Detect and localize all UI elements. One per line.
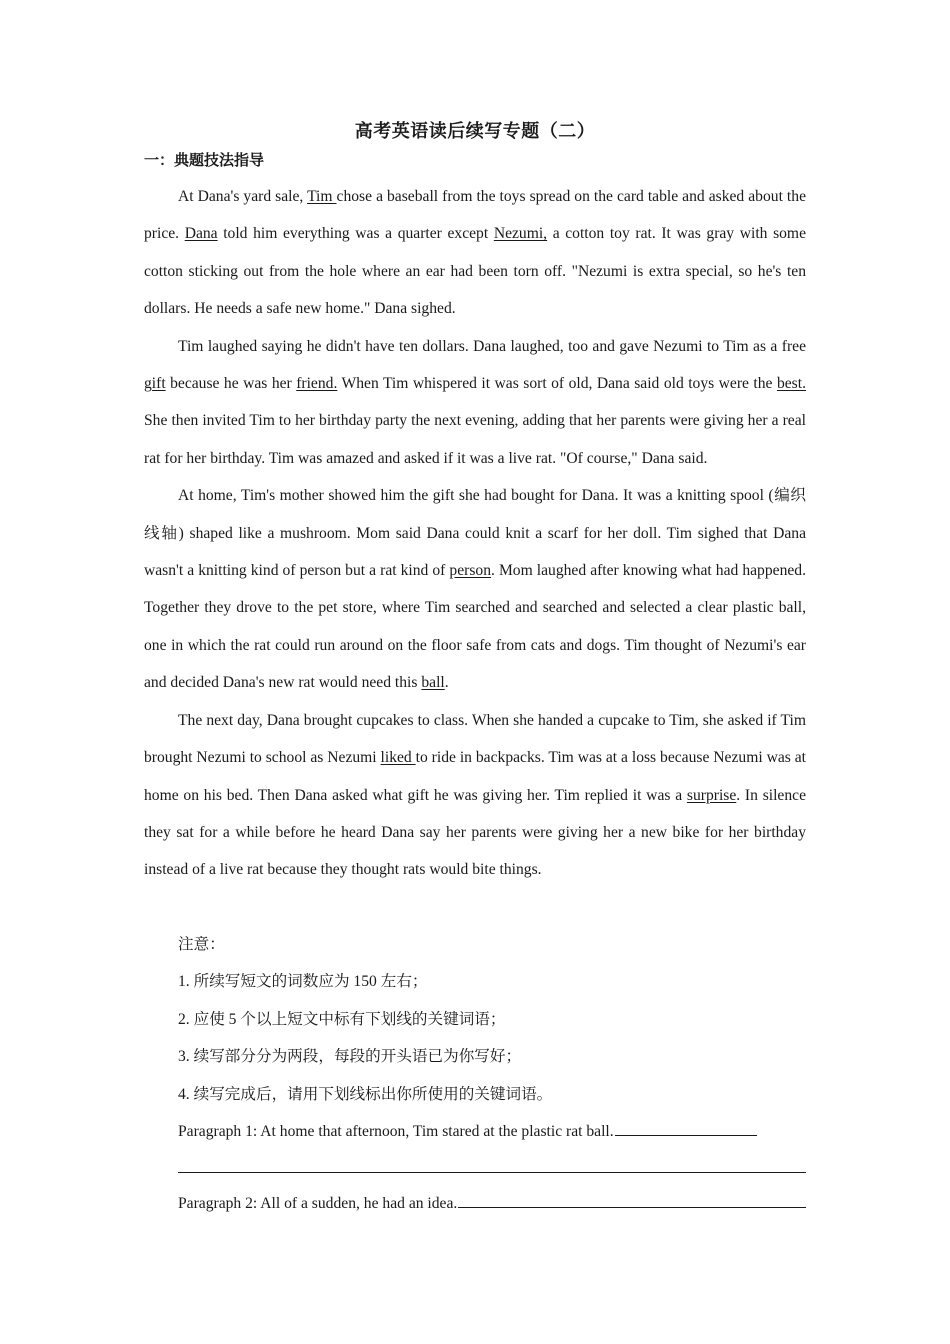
text-run: At Dana's yard sale, bbox=[178, 188, 308, 205]
passage-paragraph-1 bbox=[144, 178, 806, 328]
passage-paragraph-4 bbox=[144, 702, 806, 889]
section-heading: 一：典题技法指导 bbox=[144, 153, 265, 169]
text-run: told him everything was a quarter except bbox=[217, 225, 494, 243]
text-run: chose a baseball from the toys spread on the card table and asked about the price. bbox=[144, 188, 806, 243]
paragraph-1-prompt bbox=[178, 1113, 806, 1150]
paragraph-1-text: Paragraph 1: At home that afternoon, Tim stared at the plastic rat ball. bbox=[178, 1123, 614, 1141]
note-item: 4. 续写完成后，请用下划线标出你所使用的关键词语。 bbox=[178, 1085, 553, 1103]
text-run: When Tim whispered it was sort of old, Dana said old toys were the bbox=[337, 375, 777, 393]
page-title: 高考英语读后续写专题（二） bbox=[354, 121, 596, 141]
keyword-underlined: liked bbox=[380, 749, 416, 767]
passage-paragraph-2 bbox=[144, 328, 806, 478]
keyword-underlined: Nezumi, bbox=[493, 225, 548, 243]
keyword-underlined: ball bbox=[421, 674, 445, 692]
keyword-underlined: Tim bbox=[307, 188, 337, 205]
reading-passage bbox=[144, 178, 806, 889]
notes-section bbox=[178, 926, 806, 1150]
note-item: 1. 所续写短文的词数应为 150 左右； bbox=[178, 973, 428, 991]
note-item: 3. 续写部分分为两段，每段的开头语已为你写好； bbox=[178, 1048, 522, 1066]
text-run: The next day, Dana brought cupcakes to class. When she handed a cupcake to Tim, she asked if Tim brought Nezumi to school as Nezumi bbox=[144, 711, 806, 767]
paragraph-2-text: Paragraph 2: All of a sudden, he had an idea. bbox=[178, 1195, 458, 1212]
keyword-underlined: best. bbox=[776, 375, 806, 393]
answer-blank[interactable] bbox=[458, 1192, 806, 1208]
note-item: 2. 应使 5 个以上短文中标有下划线的关键词语； bbox=[178, 1010, 506, 1028]
text-run: Tim laughed saying he didn't have ten dollars. Dana laughed, too and gave Nezumi to Tim as a free bbox=[178, 337, 806, 355]
answer-line[interactable] bbox=[178, 1172, 806, 1173]
text-run: At home, Tim's mother showed him the gift she had bought for Dana. It was a knitting spool (编织线轴) shaped like a mushroom. Mom said Dana could knit a scarf for her doll. Tim sighed that Dana wasn't a knitting kind of person but a rat kind of bbox=[144, 487, 806, 580]
passage-paragraph-3 bbox=[144, 477, 806, 701]
text-run: to ride in backpacks. Tim was at a loss because Nezumi was at home on his bed. Then Dana asked what gift he was giving her. Tim replied it was a bbox=[144, 749, 806, 804]
keyword-underlined: Dana bbox=[184, 225, 218, 243]
keyword-underlined: surprise bbox=[686, 786, 737, 804]
text-run: . bbox=[444, 674, 449, 692]
keyword-underlined: gift bbox=[144, 375, 166, 393]
answer-blank[interactable] bbox=[615, 1120, 757, 1136]
text-run: She then invited Tim to her birthday party the next evening, adding that her parents were giving her a real rat for her birthday. Tim was amazed and asked if it was a live rat. "Of course," Dana said. bbox=[144, 412, 806, 467]
text-run: because he was her bbox=[165, 375, 297, 393]
text-run: a cotton toy rat. It was gray with some cotton sticking out from the hole where an ear had been torn off. "Nezumi is extra special, so he's ten dollars. He needs a safe new home." Dana sighed. bbox=[144, 225, 806, 318]
text-run: . In silence they sat for a while before he heard Dana say her parents were giving her a new bike for her birthday instead of a live rat because they thought rats would bite things. bbox=[144, 786, 806, 879]
keyword-underlined: friend. bbox=[296, 375, 338, 393]
keyword-underlined: person bbox=[449, 562, 491, 580]
notes-label: 注意： bbox=[178, 936, 225, 953]
paragraph-2-prompt bbox=[178, 1190, 806, 1218]
text-run: . Mom laughed after knowing what had happened. Together they drove to the pet store, where Tim searched and searched and selected a clear plastic ball, one in which the rat could run around on the floor safe from cats and dogs. Tim thought of Nezumi's ear and decided Dana's new rat would need this bbox=[144, 562, 806, 692]
